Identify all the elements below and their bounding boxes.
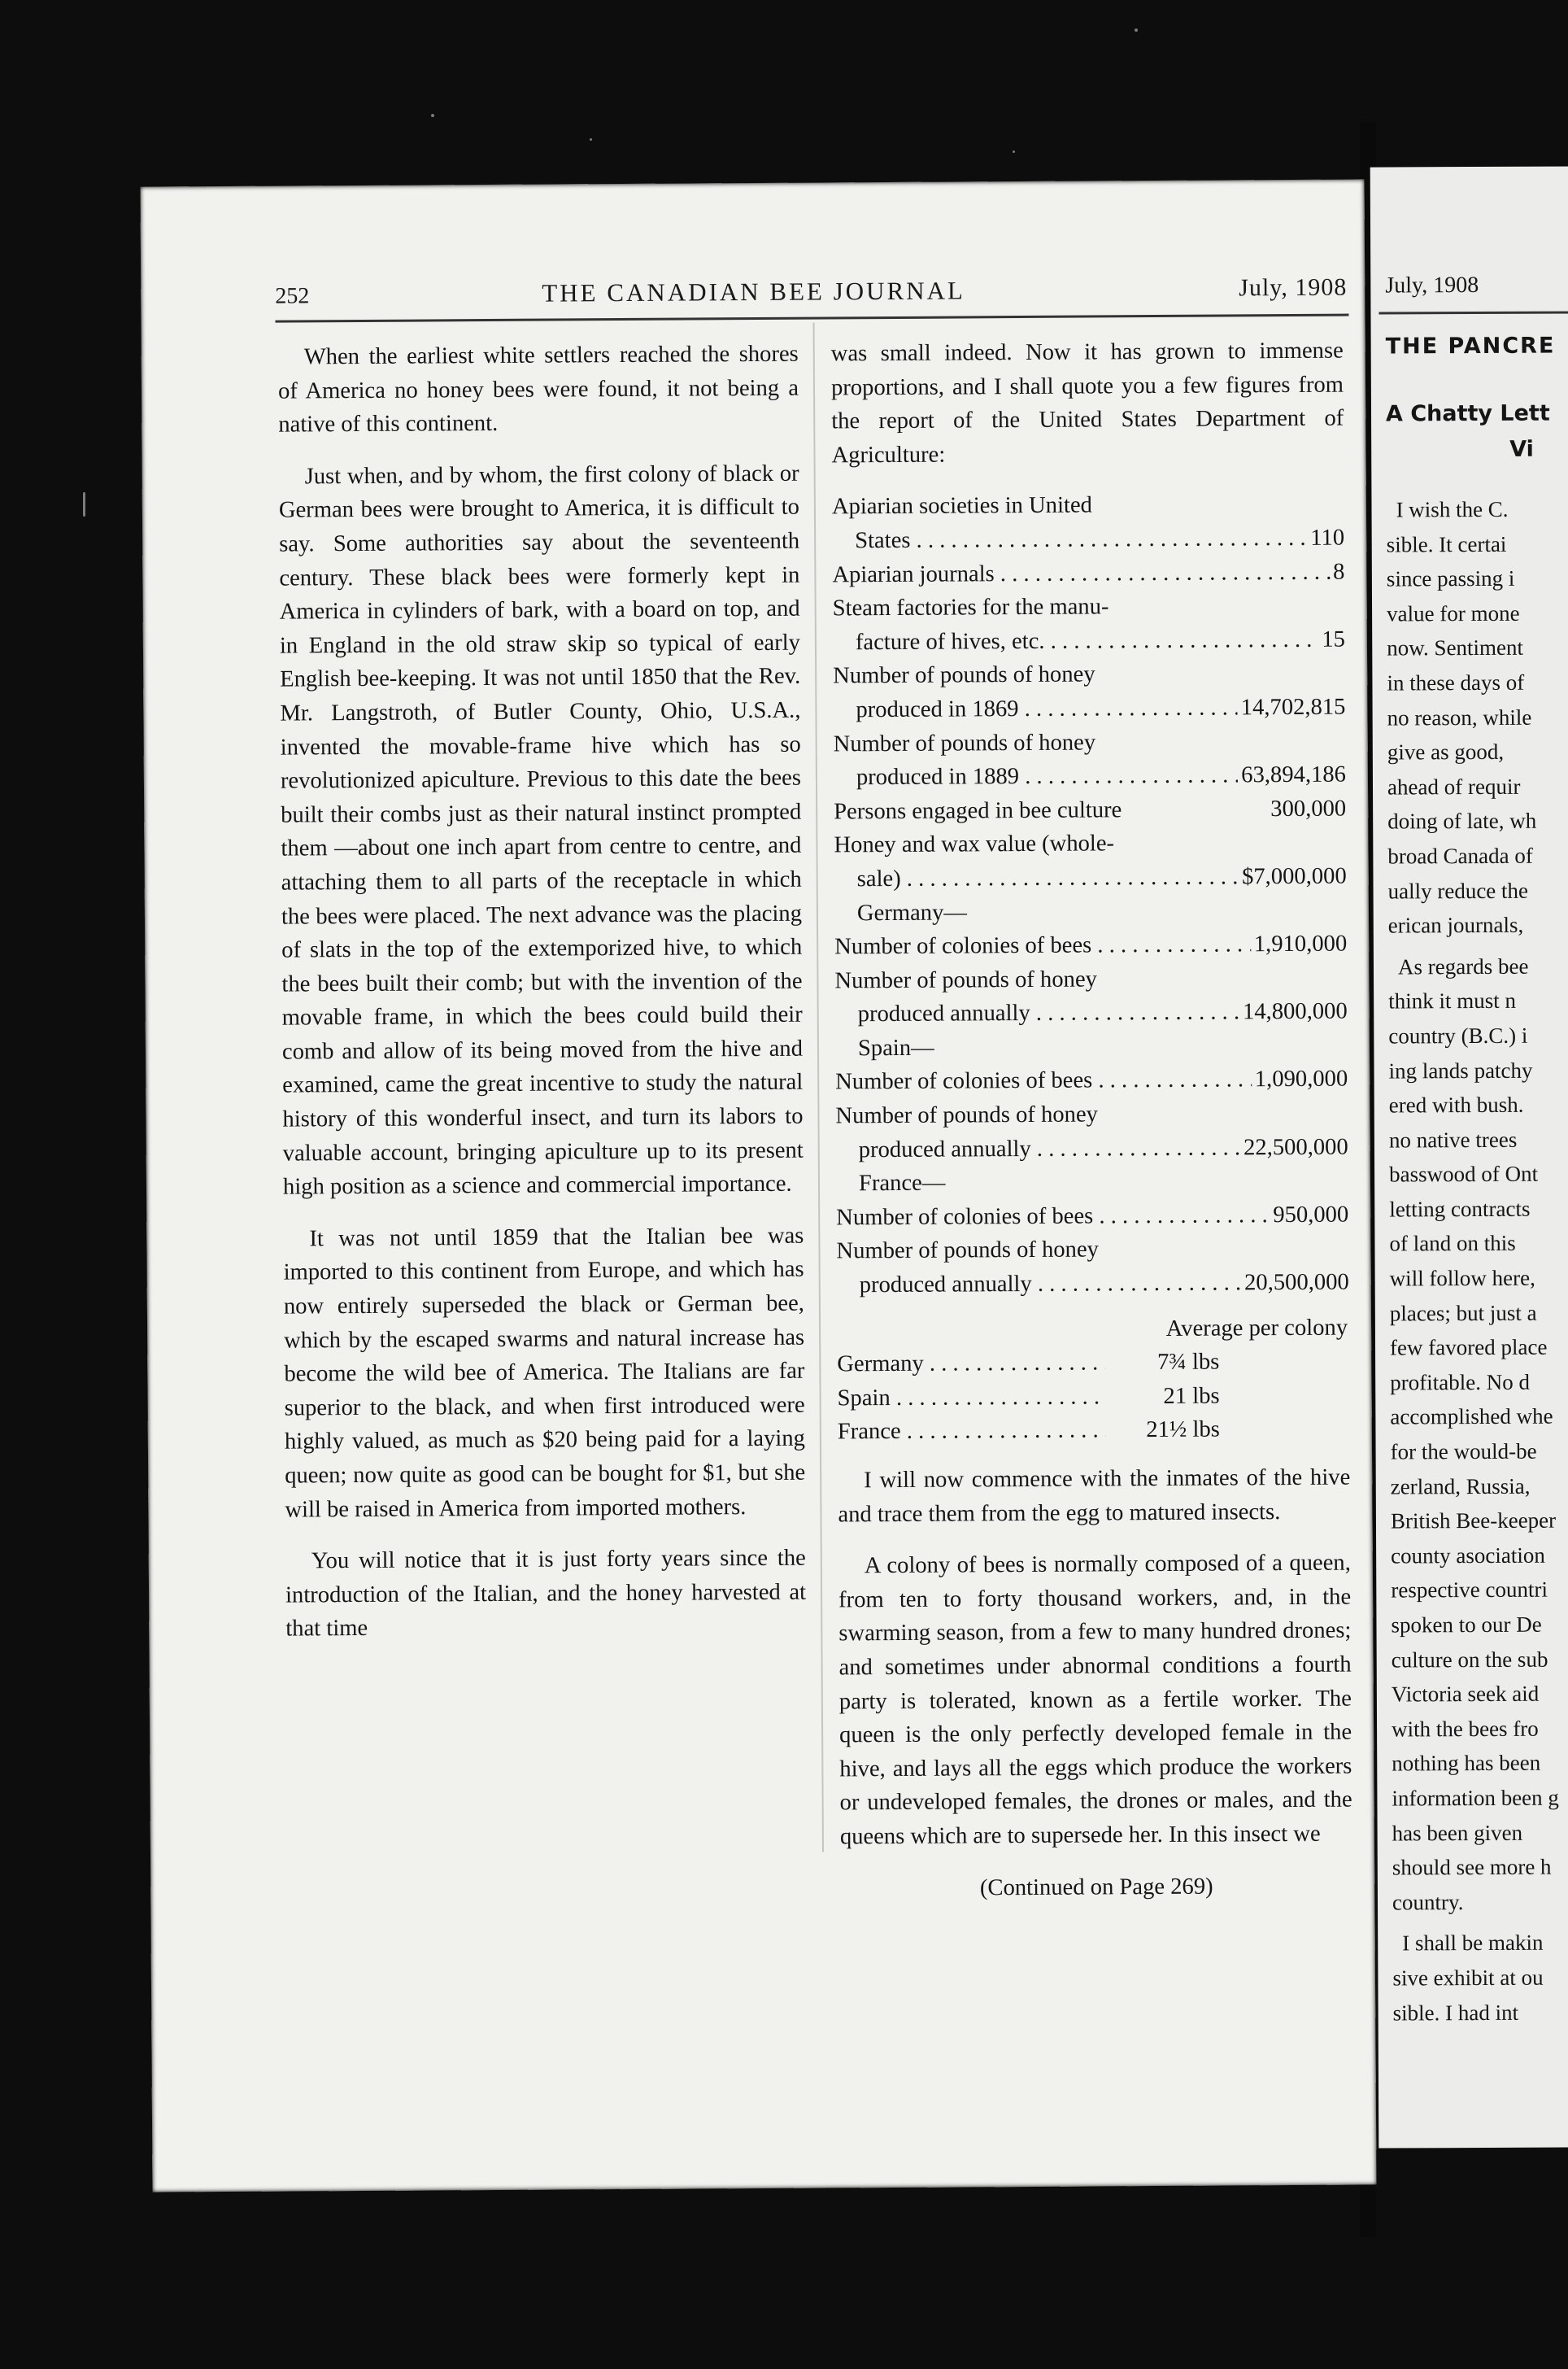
stat-value: 8 (1333, 559, 1345, 585)
left-column (278, 338, 807, 1664)
stat-value: 1,910,000 (1253, 931, 1348, 958)
stat-row (834, 859, 1347, 896)
film-speck (1013, 151, 1015, 153)
paragraph: It was not until 1859 that the Italian bee was imported to this continent from Europe, and which has now entirely superseded the black or German bee, which by the escaped swarms and natural increase has become the wild bee of America. The Italians are far superior to the black, and when first introduced were highly valued, as much as $20 being paid for a laying queen; now quite as good can be bought for $1, but she will be raised in America from imported mothers. (283, 1223, 806, 1523)
stat-value: 22,500,000 (1243, 1134, 1348, 1161)
text-line: respective countri (1391, 1577, 1548, 1603)
stat-label: Number of colonies of bees . . . (836, 1198, 1270, 1235)
article-heading: THE PANCRE (1385, 333, 1556, 360)
header-rule (275, 314, 1348, 323)
film-speck (83, 492, 85, 517)
stat-row (832, 521, 1344, 558)
stat-row (833, 622, 1345, 659)
right-page (1370, 166, 1568, 2148)
text-line: erican journals, (1387, 912, 1524, 938)
film-speck (431, 114, 434, 117)
text-line: should see more h (1392, 1854, 1552, 1880)
text-line: ered with bush. (1388, 1092, 1524, 1118)
text-line: has been given (1392, 1820, 1523, 1846)
stat-row (834, 758, 1346, 795)
text-line: country (B.C.) i (1388, 1023, 1528, 1049)
article-text (1386, 492, 1560, 2031)
paragraph: was small indeed. Now it has grown to immense proportions, and I shall quote you a few figures from the report of the United States Department of Agriculture: (830, 338, 1344, 469)
stat-row (835, 1062, 1348, 1099)
text-line: with the bees fro (1391, 1716, 1539, 1742)
film-speck (1135, 28, 1138, 32)
average-row (837, 1378, 1349, 1415)
stat-value: $7,000,000 (1241, 863, 1347, 890)
text-line: sive exhibit at ou (1392, 1965, 1544, 1991)
text-line: As regards bee (1397, 953, 1529, 979)
stat-value: 110 (1310, 525, 1345, 551)
average-country: France . . . (838, 1414, 1106, 1450)
country-heading: Germany— (856, 899, 968, 926)
right-column (831, 334, 1353, 1906)
left-page (140, 179, 1376, 2192)
stat-value: 1,090,000 (1254, 1067, 1348, 1093)
text-line: will follow here, (1389, 1265, 1535, 1291)
stat-value: 14,800,000 (1242, 998, 1348, 1025)
stat-label: Steam factories for the manu- (832, 594, 1109, 622)
stat-label: Number of pounds of honey (833, 661, 1095, 689)
stat-label: Number of pounds of honey (835, 1102, 1098, 1129)
stat-row (836, 1198, 1348, 1234)
stat-value: 300,000 (1270, 796, 1347, 822)
stat-row (837, 1266, 1349, 1302)
text-line: give as good, (1387, 739, 1505, 765)
article-subheading: Vi (1509, 436, 1534, 462)
text-line: British Bee-keeper (1390, 1507, 1557, 1534)
stat-label: Number of pounds of honey (834, 966, 1097, 994)
text-line: Victoria seek aid (1391, 1681, 1540, 1707)
country-heading: Spain— (857, 1035, 934, 1062)
text-line: since passing i (1386, 565, 1515, 591)
stat-label: Number of colonies of bees . . . (835, 1063, 1252, 1100)
stat-label: sale) . . . (857, 860, 1239, 896)
stat-row (832, 555, 1344, 591)
paragraph: Just when, and by whom, the first colony of black or German bees were brought to America, it is difficult to say. Some authorities say about the seventeenth century. These black bees were formerly kept in America in cylinders of bark, with a board on top, and in England in the old straw skip so typical of early English bee-keeping. It was not until 1850 that the Rev. Mr. Langstroth, of Butler County, Ohio, U.S.A., invented the movable-frame hive which has so revolutionized apiculture. Previous to this date the bees built their combs just as their natural instinct prompted them —about one inch apart from centre to centre, and attaching them to all parts of the receptacle in which the bees were placed. The next advance was the placing of slats in the top of the extemporized hive, to which the bees built their comb; but with the invention of the movable frame, in which the bees could build their comb and allow of its being moved from the hive and examined, came the great incentive to study the natural history of this wonderful insect, and turn its labors to valuable account, bringing apiculture up to its present high position as a science and commercial importance. (278, 460, 804, 1200)
text-line: information been g (1392, 1785, 1559, 1811)
stat-label: States . . . (855, 521, 1307, 558)
average-country: Spain . . . (837, 1380, 1105, 1416)
stat-label: facture of hives, etc. . . . (856, 623, 1319, 660)
text-line: ually reduce the (1387, 878, 1529, 904)
stat-row (835, 995, 1348, 1032)
stat-label: Honey and wax value (whole- (834, 831, 1115, 858)
stat-value: 950,000 (1273, 1202, 1349, 1228)
average-row (837, 1345, 1349, 1381)
text-line: value for mone (1387, 600, 1520, 626)
paragraph: You will notice that it is just forty years since the introduction of the Italian, and the honey harvested at that time (285, 1545, 807, 1642)
stat-row (834, 792, 1346, 828)
text-line: ahead of requir (1387, 774, 1521, 800)
stat-label: Apiarian journals . . . (832, 555, 1330, 591)
stat-value: 14,702,815 (1240, 694, 1346, 721)
stat-label: Number of colonies of bees . . . (834, 927, 1251, 964)
average-value: 7¾ lbs (1156, 1349, 1220, 1376)
text-line: think it must n (1388, 988, 1517, 1014)
country-heading: France— (858, 1170, 946, 1197)
average-country: Germany . . . (837, 1346, 1105, 1382)
text-line: county asociation (1391, 1542, 1545, 1568)
column-divider (813, 323, 824, 1852)
stat-value: 20,500,000 (1244, 1269, 1349, 1296)
stat-label: produced in 1889 . . . (856, 759, 1239, 795)
average-heading: Average per colony (1165, 1315, 1348, 1342)
average-per-colony-table (837, 1311, 1350, 1449)
text-line: places; but just a (1389, 1300, 1537, 1326)
text-line: broad Canada of (1387, 843, 1533, 869)
issue-date: July, 1908 (1385, 272, 1479, 299)
paragraph: When the earliest white settlers reached the shores of America no honey bees were found, it not being a native of this continent. (277, 341, 799, 438)
text-line: no native trees (1388, 1127, 1518, 1153)
paragraph: I will now commence with the inmates of the hive and trace them from the egg to matured insects. (838, 1464, 1351, 1528)
text-line: spoken to our De (1391, 1612, 1542, 1638)
average-row (838, 1412, 1350, 1449)
text-line: in these days of (1387, 670, 1525, 696)
text-line: ing lands patchy (1388, 1058, 1533, 1083)
stat-value: 63,894,186 (1241, 761, 1347, 788)
text-line: country. (1392, 1889, 1464, 1915)
stat-label: produced in 1869 . . . (856, 691, 1238, 726)
text-line: doing of late, wh (1387, 809, 1537, 834)
stat-label: produced annually . . . (858, 996, 1240, 1032)
film-speck (590, 138, 592, 141)
stat-row (833, 691, 1345, 727)
text-line: sible. I had int (1392, 2000, 1519, 2026)
text-line: nothing has been (1392, 1751, 1541, 1776)
journal-title: THE CANADIAN BEE JOURNAL (542, 276, 965, 308)
page-number: 252 (275, 283, 310, 309)
continued-note: (Continued on Page 269) (979, 1874, 1213, 1900)
text-line: zerland, Russia, (1390, 1473, 1531, 1499)
text-line: sible. It certai (1386, 531, 1507, 557)
stat-label: Persons engaged in bee culture (834, 796, 1122, 825)
stat-value: 15 (1322, 626, 1346, 652)
text-line: letting contracts (1389, 1196, 1531, 1222)
stat-row (836, 1130, 1348, 1167)
issue-date: July, 1908 (1239, 273, 1348, 302)
text-line: of land on this (1389, 1231, 1516, 1256)
text-line: profitable. No d (1390, 1369, 1530, 1395)
article-subheading: A Chatty Lett (1385, 400, 1550, 427)
average-value: 21 lbs (1163, 1383, 1220, 1409)
stat-label: produced annually . . . (859, 1131, 1241, 1167)
text-line: culture on the sub (1391, 1647, 1548, 1673)
us-statistics-table (832, 487, 1349, 1302)
running-header (275, 268, 1348, 313)
text-line: I wish the C. (1396, 496, 1509, 522)
paragraph: A colony of bees is normally composed of a queen, from ten to forty thousand workers, and, in the swarming season, from a few to many hundred drones; and sometimes under abnormal conditions a fourth party is tolerated, known as a fertile worker. The queen is the only perfectly developed female in the hive, and lays all the eggs which produce the workers or undeveloped females, the drones or males, and the queens which are to supersede her. In this insect we (838, 1550, 1352, 1850)
text-line: for the would-be (1390, 1438, 1537, 1464)
stat-label: produced annually . . . (860, 1266, 1242, 1302)
text-line: few favored place (1389, 1334, 1548, 1360)
header-rule (1379, 311, 1568, 314)
text-line: now. Sentiment (1387, 635, 1524, 661)
text-line: basswood of Ont (1389, 1161, 1539, 1187)
average-value: 21½ lbs (1146, 1416, 1220, 1443)
stat-label: Number of pounds of honey (833, 729, 1096, 757)
text-line: I shall be makin (1402, 1931, 1544, 1956)
text-line: accomplished whe (1390, 1404, 1553, 1429)
text-line: no reason, while (1387, 705, 1532, 731)
stat-label: Apiarian societies in United (831, 492, 1093, 520)
stat-row (834, 927, 1347, 964)
stat-label: Number of pounds of honey (836, 1237, 1100, 1264)
